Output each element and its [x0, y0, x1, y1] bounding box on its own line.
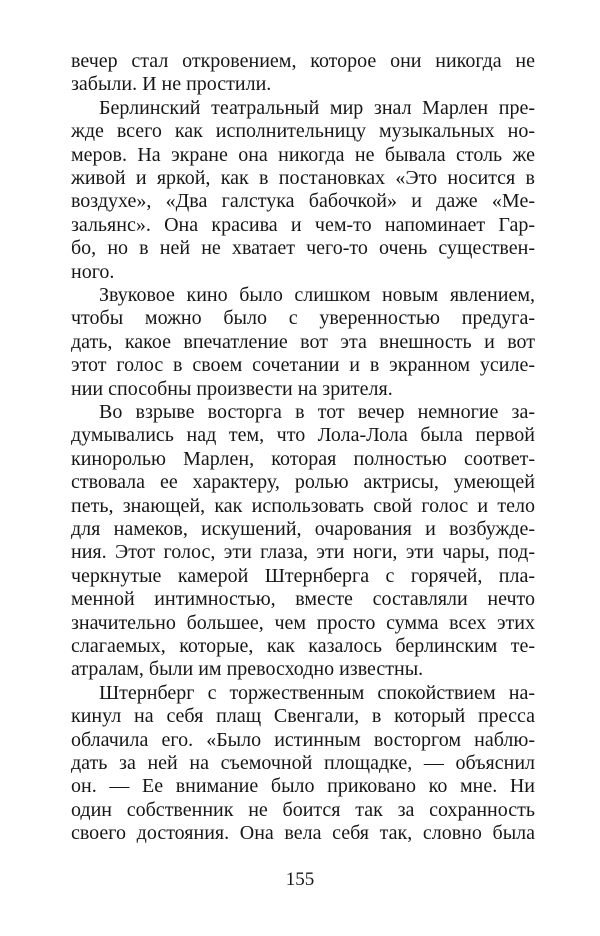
text-line: петь, знающей, как использовать свой голос и тело [71, 494, 535, 517]
text-line: жде всего как исполнительницу музыкальных но- [71, 120, 535, 143]
text-line: киноролью Марлен, которая полностью соответ- [71, 447, 535, 470]
text-line: ного. [71, 260, 115, 283]
text-line: Звуковое кино было слишком новым явлением, [99, 284, 535, 306]
text-line: облачила его. «Было истинным восторгом наблю- [71, 728, 535, 751]
text-line: для намеков, искушений, очарования и возбужде- [71, 518, 535, 540]
text-line: забыли. И не простили. [71, 73, 272, 96]
text-line: ствовала ее характеру, ролью актрисы, умеющей [71, 471, 535, 494]
text-line: значительно большее, чем просто сумма всех этих [71, 611, 535, 634]
text-line: дать за ней на съемочной площадке, — объяснил [71, 752, 535, 774]
text-line: один собственник не боится так за сохранность [71, 798, 535, 821]
text-line: атралам, были им превосходно известны. [71, 658, 424, 681]
text-line: дать, какое впечатление вот эта внешность и вот [71, 330, 535, 353]
text-line: зальянс». Она красива и чем-то напоминает Гар- [71, 213, 535, 236]
text-line: менной интимностью, вместе составляли нечто [71, 588, 535, 611]
text-line: Во взрыве восторга в тот вечер немногие за- [99, 401, 535, 423]
text-line: живой и яркой, как в постановках «Это носится в [71, 167, 535, 189]
text-line: чтобы можно было с уверенностью предуга- [71, 307, 535, 330]
text-line: бо, но в ней не хватает чего-то очень существен- [71, 237, 535, 260]
text-line: слагаемых, которые, как казалось берлинским те- [71, 635, 535, 657]
text-line: воздухе», «Два галстука бабочкой» и даже «Ме- [71, 190, 535, 213]
text-line: он. — Ее внимание было приковано ко мне. Ни [71, 775, 535, 798]
text-line: Штернберг с торжественным спокойствием на- [99, 681, 535, 704]
text-line: нии способны произвести на зрителя. [71, 377, 393, 400]
text-line: своего достояния. Она вела себя так, словно была [71, 822, 535, 845]
text-line: меров. На экране она никогда не бывала столь же [71, 143, 535, 166]
page-number: 155 [285, 869, 315, 890]
text-line: вечер стал откровением, которое они никогда не [71, 50, 535, 72]
text-line: Берлинский театральный мир знал Марлен пре- [99, 96, 535, 119]
text-line: этот голос в своем сочетании и в экранном усиле- [71, 354, 535, 377]
text-line: ния. Этот голос, эти глаза, эти ноги, эти чары, под- [71, 541, 535, 564]
text-line: черкнутые камерой Штернберга с горячей, пла- [71, 564, 535, 587]
text-line: думывались над тем, что Лола-Лола была первой [71, 424, 535, 447]
text-line: кинул на себя плащ Свенгали, в который пресса [71, 705, 535, 728]
